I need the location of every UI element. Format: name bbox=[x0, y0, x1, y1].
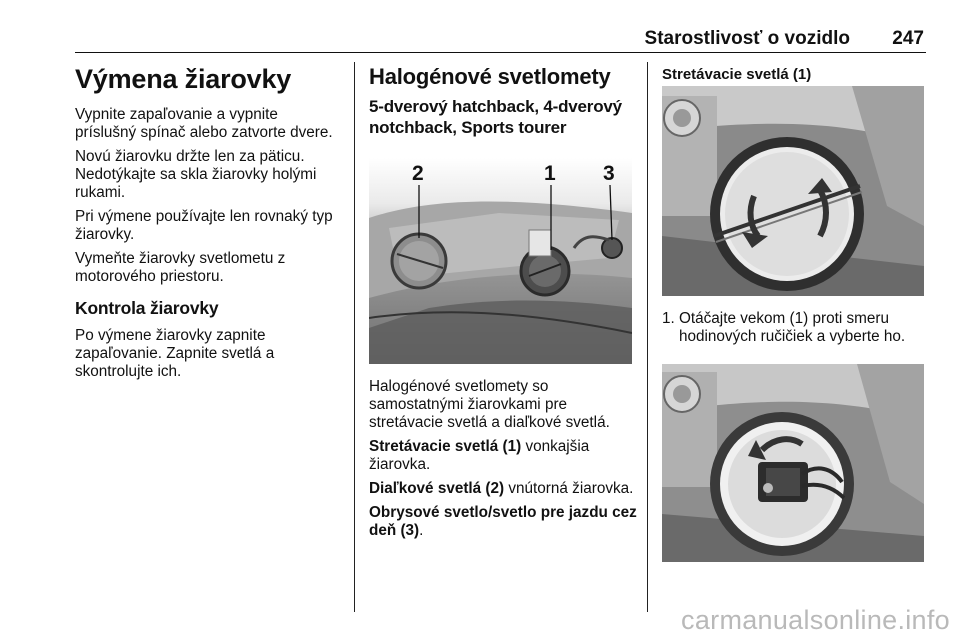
step-text: Otáčajte vekom (1) proti smeru hodinových ručičiek a vyberte ho. bbox=[679, 310, 906, 345]
subheading-low-beam: Stretávacie svetlá (1) bbox=[662, 66, 812, 83]
column-divider-2 bbox=[647, 62, 648, 612]
item-high-beam: Diaľkové svetlá (2) vnútorná žiarovka. bbox=[369, 480, 634, 497]
page-header bbox=[75, 26, 926, 53]
item-low-beam: Stretávacie svetlá (1) vonkajšia žiarovka. bbox=[369, 438, 590, 473]
paragraph-bulb-check: Po výmene žiarovky zapnite zapaľovanie. Zapnite svetlá a skontrolujte ich. bbox=[75, 327, 275, 380]
header-title: Starostlivosť o vozidlo bbox=[644, 28, 850, 49]
column-middle-text bbox=[369, 378, 639, 546]
paragraph: Pri výmene používajte len rovnaký typ žiarovky. bbox=[75, 208, 333, 243]
paragraph: Novú žiarovku držte len za päticu. Nedotýkajte sa skla žiarovky holými rukami. bbox=[75, 148, 317, 201]
section-heading-bulb-replacement: Výmena žiarovky bbox=[75, 64, 292, 94]
callout-2: 2 bbox=[412, 162, 424, 185]
page-number: 247 bbox=[892, 28, 924, 49]
paragraph: Vymeňte žiarovky svetlometu z motorového priestoru. bbox=[75, 250, 286, 285]
subheading-body-variants: 5-dverový hatchback, 4-dverový notchback, Sports tourer bbox=[369, 97, 622, 137]
section-heading-halogen: Halogénové svetlomety bbox=[369, 64, 611, 89]
callout-3: 3 bbox=[603, 162, 615, 185]
column-right bbox=[662, 66, 927, 84]
column-divider-1 bbox=[354, 62, 355, 612]
step-item bbox=[662, 310, 927, 346]
step-list bbox=[662, 310, 927, 346]
column-middle bbox=[369, 64, 639, 138]
item-position-light: Obrysové svetlo/svetlo pre jazdu cez deň (3). bbox=[369, 504, 637, 539]
subheading-bulb-check: Kontrola žiarovky bbox=[75, 298, 219, 318]
watermark: carmanualsonline.info bbox=[681, 605, 950, 635]
column-left bbox=[75, 64, 340, 387]
headlamp-overview-illustration bbox=[369, 158, 632, 364]
cover-rotation-illustration bbox=[662, 86, 924, 296]
connector-removal-illustration bbox=[662, 364, 924, 562]
paragraph-intro: Halogénové svetlomety so samostatnými žiarovkami pre stretávacie svetlá a diaľkové svetlá. bbox=[369, 378, 610, 431]
callout-1: 1 bbox=[544, 162, 556, 185]
paragraph: Vypnite zapaľovanie a vypnite príslušný spínač alebo zatvorte dvere. bbox=[75, 106, 333, 141]
step-number: 1. bbox=[662, 310, 675, 327]
